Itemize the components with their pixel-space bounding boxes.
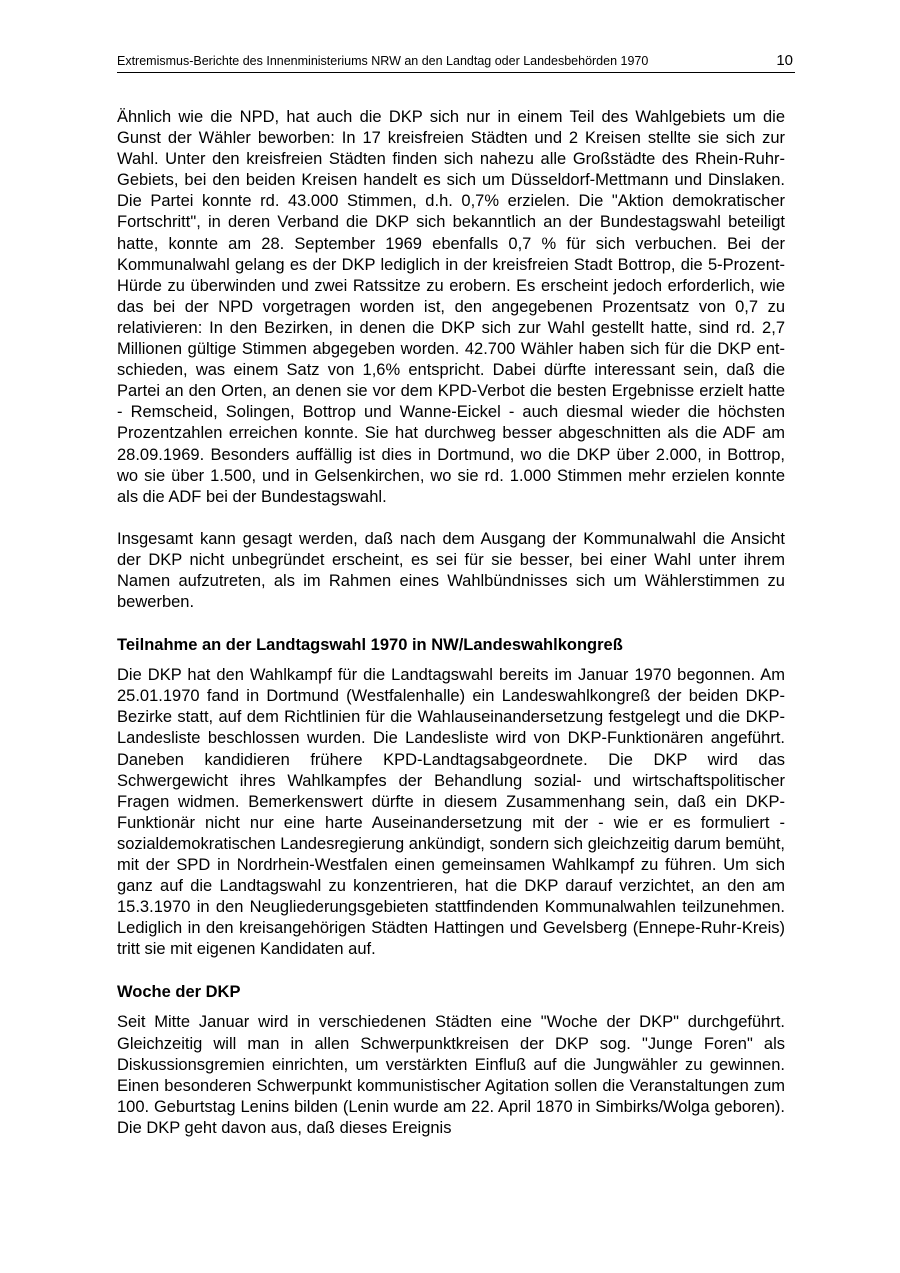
paragraph-dkp-wahlergebnis: Ähnlich wie die NPD, hat auch die DKP sich nur in einem Teil des Wahlgebiets um die Gunst der Wähler beworben: In 17 kreisfreien Städten und 2 Kreisen stellte sie sich zur Wahl. Unter den kreisfreien Städten finden sich nahezu alle Großstädte des Rhein-Ruhr-Gebiets, bei den beiden Kreisen handelt es sich um Düsseldorf-Mettmann und Dinslaken. Die Partei konnte rd. 43.000 Stimmen, d.h. 0,7% erzielen. Die "Aktion demokratischer Fortschritt", in deren Verband die DKP sich bekanntlich an der Bundestagswahl beteiligt hatte, konnte am 28. September 1969 ebenfalls 0,7 % für sich verbuchen. Bei der Kommunalwahl gelang es der DKP lediglich in der kreisfreien Stadt Bottrop, die 5-Prozent-Hürde zu überwinden und zwei Ratssitze zu erobern. Es erscheint jedoch erforderlich, wie das bei der NPD vorgetragen worden ist, den angegebenen Prozentsatz von 0,7 zu relativieren: In den Bezirken, in denen die DKP sich zur Wahl gestellt hatte, sind rd. 2,7 Millionen gültige Stimmen abgegeben worden. 42.700 Wähler haben sich für die DKP entschieden, was einem Satz von 1,6% entspricht. Dabei dürfte interessant sein, daß die Partei an den Orten, an denen sie vor dem KPD-Verbot die besten Ergebnisse erzielt hatte - Remscheid, Solingen, Bottrop und Wanne-Eickel - auch diesmal wieder die höchsten Prozentzahlen erreichen konnte. Sie hat durchweg besser abgeschnitten als die ADF am 28.09.1969. Besonders auffällig ist dies in Dortmund, wo die DKP über 2.000, in Bottrop, wo sie über 1.500, und in Gelsenkirchen, wo sie rd. 1.000 Stimmen mehr erzielen konnte als die ADF bei der Bundestagswahl.	[117, 108, 785, 506]
header-title: Extremismus-Berichte des Innenministeriums NRW an den Landtag oder Landesbehörden 1970	[117, 54, 649, 68]
section-heading-landtagswahl: Teilnahme an der Landtagswahl 1970 in NW/Landeswahlkongreß	[117, 636, 623, 655]
section-heading-woche-der-dkp: Woche der DKP	[117, 983, 241, 1002]
document-body	[117, 107, 785, 1139]
paragraph-woche-der-dkp: Seit Mitte Januar wird in verschiedenen Städten eine "Woche der DKP" durchgeführt. Gleichzeitig will man in allen Schwerpunktkreisen der DKP sog. "Junge Foren" als Diskussionsgremien einrichten, um verstärkten Einfluß auf die Jungwähler zu gewinnen. Einen besonderen Schwerpunkt kommunistischer Agitation sollen die Veranstaltungen zum 100. Geburtstag Lenins bilden (Lenin wurde am 22. April 1870 in Simbirks/Wolga geboren). Die DKP geht davon aus, daß dieses Ereignis	[117, 1013, 785, 1137]
paragraph-fazit-kommunalwahl: Insgesamt kann gesagt werden, daß nach dem Ausgang der Kommunalwahl die Ansicht der DKP nicht unbegründet erscheint, es sei für sie besser, bei einer Wahl unter ihrem Namen aufzutreten, als im Rahmen eines Wahlbündnisses sich um Wählerstimmen zu bewerben.	[117, 529, 785, 612]
page-header	[117, 52, 795, 73]
page-number: 10	[776, 52, 793, 69]
paragraph-landtagswahl: Die DKP hat den Wahlkampf für die Landtagswahl bereits im Januar 1970 begonnen. Am 25.01.1970 fand in Dortmund (Westfalenhalle) ein Landeswahlkongreß der beiden DKP-Bezirke statt, auf dem Richtlinien für die Wahlauseinandersetzung festgelegt und die DKP-Landesliste beschlossen wurden. Die Landesliste wird von DKP-Funktionären angeführt. Daneben kandidieren frühere KPD-Landtagsabgeordnete. Die DKP wird das Schwergewicht ihres Wahlkampfes der Behandlung sozial- und wirtschaftspolitischer Fragen widmen. Bemerkenswert dürfte in diesem Zusammenhang sein, daß ein DKP-Funktionär nicht nur eine harte Auseinandersetzung mit der - wie er es formuliert - sozialdemokratischen Landesregierung ankündigt, sondern sich gleichzeitig darum bemüht, mit der SPD in Nordrhein-Westfalen einen gemeinsamen Wahlkampf zu führen. Um sich ganz auf die Landtagswahl zu konzentrieren, hat die DKP darauf verzichtet, an den am 15.3.1970 in den Neugliederungsgebieten stattfindenden Kommunalwahlen teilzunehmen. Lediglich in den kreisangehörigen Städten Hattingen und Gevelsberg (Ennepe-Ruhr-Kreis) tritt sie mit eigenen Kandidaten auf.	[117, 666, 785, 959]
